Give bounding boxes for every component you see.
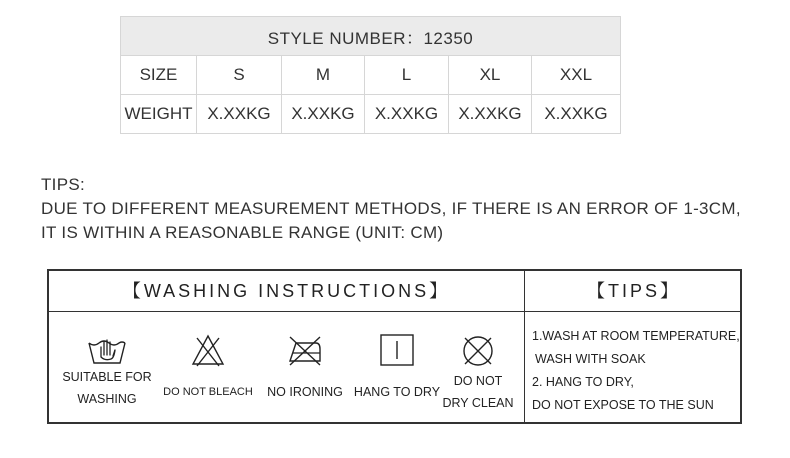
care-tips-title: 【TIPS】: [586, 281, 681, 301]
size-cell: L: [365, 56, 449, 95]
care-item-no-ironing: [259, 333, 351, 403]
care-item-no-dry-clean: [437, 333, 519, 414]
size-cell: M: [282, 56, 365, 95]
no-bleach-icon: [189, 333, 227, 367]
care-label: DO NOT: [453, 374, 503, 388]
tips-heading: TIPS:: [41, 175, 86, 194]
care-label: SUITABLE FOR: [62, 370, 152, 384]
divider: [524, 271, 525, 422]
weight-row: [121, 95, 621, 134]
weight-cell: X.XXKG: [365, 95, 449, 134]
measurement-tips: [41, 173, 741, 245]
care-label: WASHING: [77, 392, 137, 406]
size-cell: XL: [449, 56, 532, 95]
weight-cell: X.XXKG: [282, 95, 365, 134]
tips-line: IT IS WITHIN A REASONABLE RANGE (UNIT: CM): [41, 223, 444, 242]
weight-label-cell: WEIGHT: [121, 95, 197, 134]
weight-cell: X.XXKG: [197, 95, 282, 134]
washing-instructions-title: 【WASHING INSTRUCTIONS】: [122, 281, 451, 301]
weight-cell: X.XXKG: [532, 95, 621, 134]
style-number-row: [121, 17, 621, 56]
hang-dry-icon: [379, 333, 415, 367]
divider: [49, 311, 740, 312]
care-label: DRY CLEAN: [442, 396, 514, 410]
care-item-hang-dry: [349, 333, 445, 403]
care-label: NO IRONING: [267, 385, 343, 399]
care-tip-line: WASH WITH SOAK: [535, 352, 646, 366]
care-item-hand-wash: [57, 333, 157, 410]
care-tip-line: 2. HANG TO DRY,: [532, 375, 634, 389]
size-cell: XXL: [532, 56, 621, 95]
washing-instructions-box: [47, 269, 742, 424]
care-item-no-bleach: [162, 333, 254, 403]
care-tips-list: [532, 325, 740, 417]
hand-wash-icon: [85, 333, 129, 367]
no-ironing-icon: [284, 333, 326, 367]
care-label: HANG TO DRY: [353, 385, 441, 399]
style-number-cell: STYLE NUMBER：12350: [121, 17, 621, 56]
no-dry-clean-icon: [460, 333, 496, 369]
size-row: [121, 56, 621, 95]
size-label-cell: SIZE: [121, 56, 197, 95]
weight-cell: X.XXKG: [449, 95, 532, 134]
size-table: [120, 16, 621, 134]
care-tip-line: DO NOT EXPOSE TO THE SUN: [532, 398, 714, 412]
care-tip-line: 1.WASH AT ROOM TEMPERATURE,: [532, 329, 740, 343]
size-cell: S: [197, 56, 282, 95]
tips-line: DUE TO DIFFERENT MEASUREMENT METHODS, IF THERE IS AN ERROR OF 1-3CM,: [41, 199, 741, 218]
care-label: DO NOT BLEACH: [163, 386, 253, 398]
